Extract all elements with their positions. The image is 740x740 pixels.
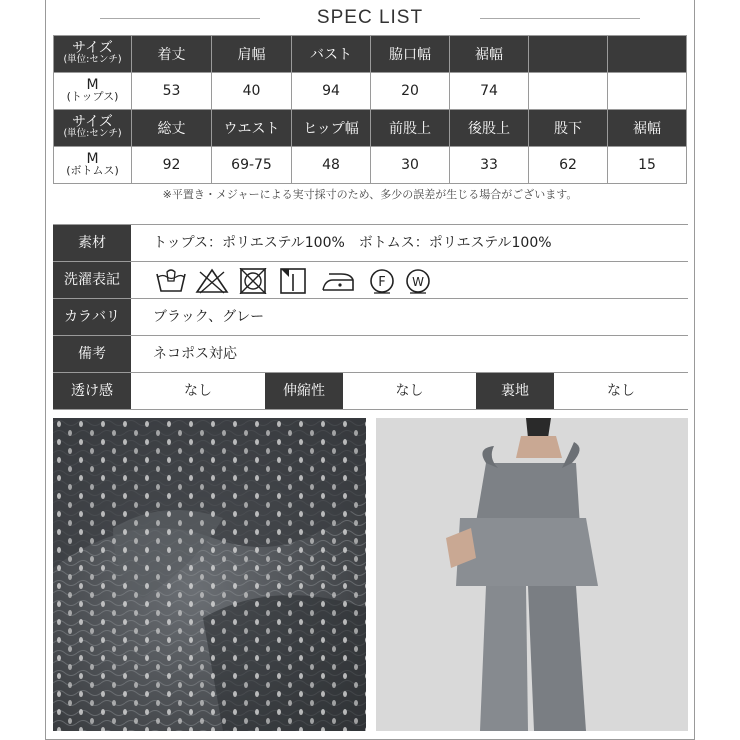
tops-value-cell: 74 xyxy=(450,73,529,110)
tops-header-cell: 脇口幅 xyxy=(371,36,450,73)
care-label: 洗濯表記 xyxy=(53,262,131,298)
tops-header-cell: 肩幅 xyxy=(212,36,292,73)
size-table xyxy=(53,35,687,184)
model-photo xyxy=(376,418,688,731)
professional-wet-clean-w-icon xyxy=(405,268,431,294)
bottoms-value-row xyxy=(54,147,687,184)
page-title: SPEC LIST xyxy=(305,4,435,32)
remarks-value: ネコポス対応 xyxy=(153,346,237,362)
professional-dry-clean-f-icon xyxy=(369,268,395,294)
tops-value-cell: 40 xyxy=(212,73,292,110)
size-header-cell: サイズ (単位:センチ) xyxy=(54,36,132,73)
no-bleach-icon xyxy=(195,268,229,294)
tops-value-cell: 20 xyxy=(371,73,450,110)
sheer-value: なし xyxy=(184,383,212,399)
spec-row-properties xyxy=(53,373,688,410)
bottoms-header-cell: 総丈 xyxy=(132,110,212,147)
bottoms-header-cell: 裾幅 xyxy=(608,110,687,147)
tops-value-cell xyxy=(608,73,687,110)
title-rule-right xyxy=(480,18,640,19)
bottoms-header-cell: 股下 xyxy=(529,110,608,147)
fabric-closeup-photo xyxy=(53,418,366,731)
measurement-note: ※平置き・メジャーによる実寸採寸のため、多少の誤差が生じる場合がございます。 xyxy=(162,188,578,201)
tops-header-row xyxy=(54,36,687,73)
stretch-label: 伸縮性 xyxy=(265,373,343,409)
line-dry-shade-icon xyxy=(279,268,307,294)
svg-text:F: F xyxy=(378,275,386,290)
bottoms-value-cell: 62 xyxy=(529,147,608,184)
tops-header-cell: 着丈 xyxy=(132,36,212,73)
spec-row-care xyxy=(53,262,688,299)
color-label: カラバリ xyxy=(53,299,131,335)
tops-value-cell xyxy=(529,73,608,110)
bottoms-value-cell: 33 xyxy=(450,147,529,184)
lining-label: 裏地 xyxy=(476,373,554,409)
sheer-label: 透け感 xyxy=(53,373,131,409)
tops-header-cell: バスト xyxy=(292,36,371,73)
bottoms-value-cell: 92 xyxy=(132,147,212,184)
spec-row-material xyxy=(53,224,688,262)
bottoms-header-cell: ヒップ幅 xyxy=(292,110,371,147)
material-label: 素材 xyxy=(53,225,131,261)
tops-value-cell: 53 xyxy=(132,73,212,110)
bottoms-value-cell: 15 xyxy=(608,147,687,184)
bottoms-header-row xyxy=(54,110,687,147)
lining-value: なし xyxy=(607,383,635,399)
spec-title-bar xyxy=(0,4,740,32)
bottoms-value-cell: 30 xyxy=(371,147,450,184)
tops-value-cell: 94 xyxy=(292,73,371,110)
bottoms-header-cell: 後股上 xyxy=(450,110,529,147)
tops-size-cell: M (トップス) xyxy=(54,73,132,110)
no-tumble-dry-icon xyxy=(239,268,267,294)
tops-header-cell xyxy=(608,36,687,73)
hand-wash-icon xyxy=(155,268,187,294)
bottoms-header-cell: ウエスト xyxy=(212,110,292,147)
spec-row-color xyxy=(53,299,688,336)
svg-text:W: W xyxy=(412,275,424,289)
size-header-cell: サイズ (単位:センチ) xyxy=(54,110,132,147)
material-value: トップス：ポリエステル100% ボトムス：ポリエステル100% xyxy=(153,235,552,251)
bottoms-header-cell: 前股上 xyxy=(371,110,450,147)
bottoms-value-cell: 48 xyxy=(292,147,371,184)
stretch-value: なし xyxy=(395,383,424,399)
remarks-label: 備考 xyxy=(53,336,131,372)
iron-low-icon xyxy=(319,268,357,294)
title-rule-left xyxy=(100,18,260,19)
bottoms-value-cell: 69-75 xyxy=(212,147,292,184)
tops-header-cell: 裾幅 xyxy=(450,36,529,73)
tops-value-row xyxy=(54,73,687,110)
color-value: ブラック、グレー xyxy=(153,309,265,325)
spec-table xyxy=(53,224,688,410)
bottoms-size-cell: M (ボトムス) xyxy=(54,147,132,184)
spec-row-remarks xyxy=(53,336,688,373)
tops-header-cell xyxy=(529,36,608,73)
